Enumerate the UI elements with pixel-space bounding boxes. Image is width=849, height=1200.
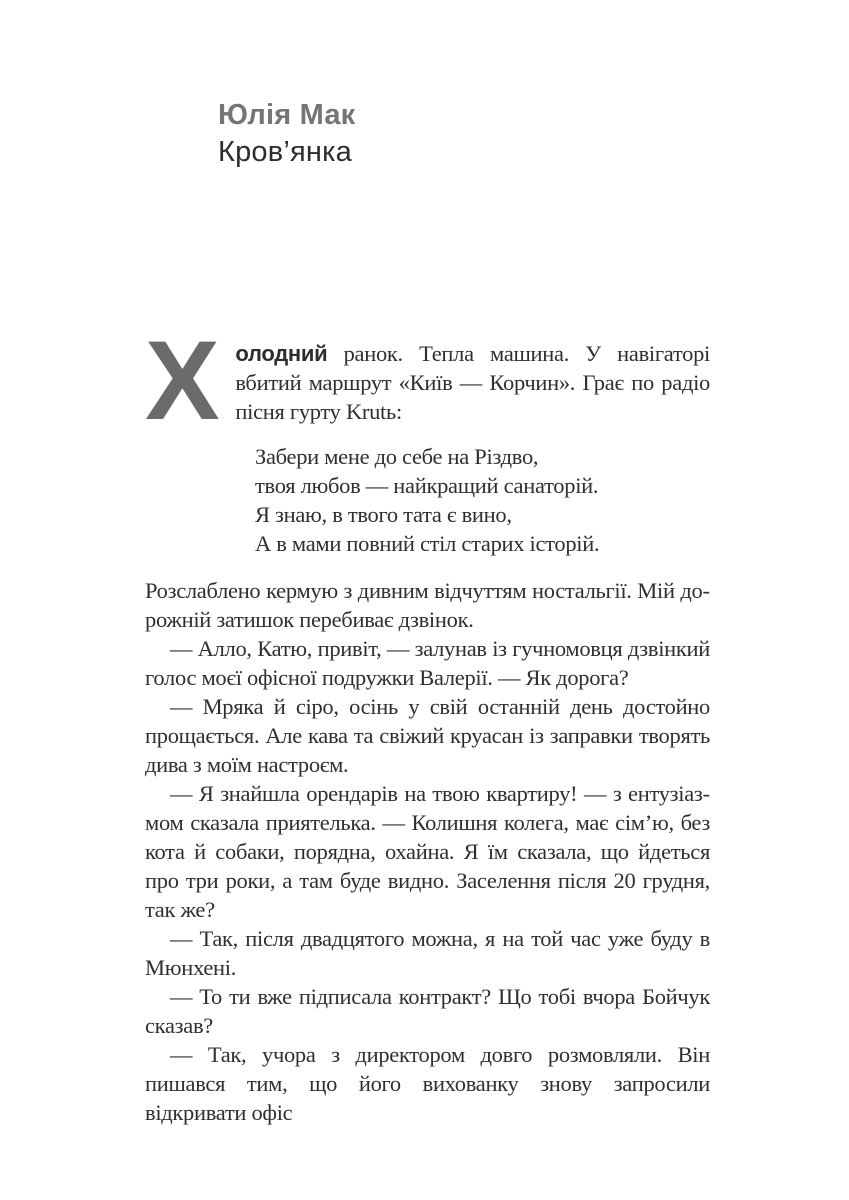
body-paragraph: — Мряка й сіро, осінь у свій останній день достойно прощається. Але кава та свіжий круасан із заправки творять дива з моїм настроєм.: [145, 694, 710, 777]
body-paragraph: — Я знайшла орендарів на твою квартиру! — з ентузіазмом сказала приятелька. — Колишня колега, має сім’ю, без кота й собаки, порядна, охайна. Я їм сказала, що йдеться про три роки, а там буде видно. Заселення після 20 грудня, так же?: [145, 781, 710, 922]
opening-text: ранок. Тепла машина. У навігаторі вбитий маршрут «Київ — Корчин». Грає по радіо пісня гурту Krutь:: [235, 341, 710, 424]
verse-line: твоя любов — найкращий санаторій.: [255, 473, 599, 498]
story-title: Кров’янка: [218, 136, 352, 168]
opening-paragraph: [145, 318, 710, 443]
verse-line: Забери мене до себе на Різдво,: [255, 444, 539, 469]
drop-cap-letter: Х: [145, 318, 220, 443]
author-name: Юлія Мак: [218, 99, 356, 131]
body-paragraph: Розслаблено кермую з дивним відчуттям ностальгії. Мій дорожній затишок перебиває дзвінок.: [145, 578, 710, 632]
opening-bold-word: олодний: [235, 341, 328, 366]
text-column: [145, 318, 710, 1127]
body-paragraph: — Так, учора з директором довго розмовляли. Він пишався тим, що його вихованку знову запросили відкривати офіс: [145, 1042, 710, 1125]
body-paragraph: — То ти вже підписала контракт? Що тобі вчора Бойчук сказав?: [145, 984, 710, 1038]
song-verse: [255, 442, 710, 558]
body-paragraph: — Алло, Катю, привіт, — залунав із гучномовця дзвінкий голос моєї офісної подружки Валерії. — Як дорога?: [145, 636, 710, 690]
chapter-heading: [218, 97, 355, 171]
verse-line: Я знаю, в твого тата є вино,: [255, 502, 512, 527]
verse-line: А в мами повний стіл старих історій.: [255, 531, 600, 556]
body-paragraph: — Так, після двадцятого можна, я на той час уже буду в Мюнхені.: [145, 926, 710, 980]
